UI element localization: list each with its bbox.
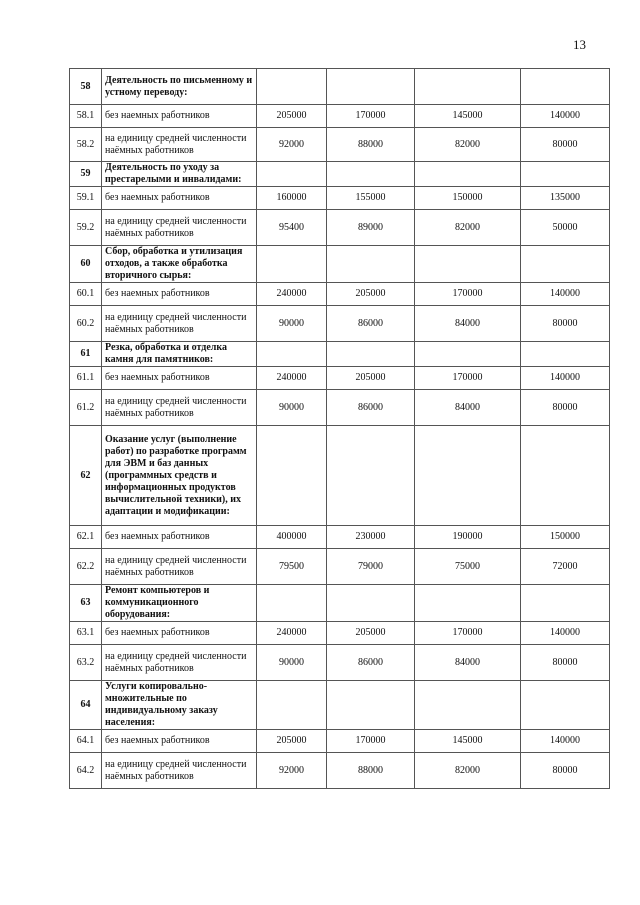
row-value-cell: 205000 <box>327 622 415 645</box>
row-description-cell: на единицу средней численности наёмных работников <box>102 306 257 342</box>
row-code-cell: 59 <box>70 162 102 187</box>
row-value-cell: 80000 <box>521 306 610 342</box>
row-value-cell: 84000 <box>415 390 521 426</box>
row-value-cell: 400000 <box>257 526 327 549</box>
row-code-cell: 61 <box>70 342 102 367</box>
row-value-cell: 150000 <box>415 187 521 210</box>
row-value-cell: 170000 <box>327 730 415 753</box>
table-row <box>70 128 610 162</box>
table-row <box>70 367 610 390</box>
row-value-cell: 90000 <box>257 306 327 342</box>
row-value-cell: 80000 <box>521 390 610 426</box>
row-value-cell: 205000 <box>257 105 327 128</box>
tax-rate-table <box>69 68 610 789</box>
row-description-cell: Услуги копировально-множительные по индивидуальному заказу населения: <box>102 681 257 730</box>
row-code-cell: 64 <box>70 681 102 730</box>
row-value-cell <box>521 246 610 283</box>
row-value-cell <box>257 246 327 283</box>
row-value-cell: 190000 <box>415 526 521 549</box>
table-body <box>70 69 610 789</box>
row-code-cell: 60.1 <box>70 283 102 306</box>
row-description-cell: Деятельность по уходу за престарелыми и инвалидами: <box>102 162 257 187</box>
row-value-cell <box>327 426 415 526</box>
row-code-cell: 64.2 <box>70 753 102 789</box>
row-value-cell <box>327 342 415 367</box>
row-value-cell: 140000 <box>521 105 610 128</box>
row-value-cell: 170000 <box>415 622 521 645</box>
row-value-cell <box>257 162 327 187</box>
section-row <box>70 426 610 526</box>
row-value-cell: 170000 <box>415 283 521 306</box>
row-value-cell: 135000 <box>521 187 610 210</box>
row-value-cell: 140000 <box>521 367 610 390</box>
row-value-cell: 92000 <box>257 128 327 162</box>
row-value-cell: 75000 <box>415 549 521 585</box>
row-description-cell: на единицу средней численности наёмных работников <box>102 128 257 162</box>
row-code-cell: 58 <box>70 69 102 105</box>
row-value-cell <box>521 681 610 730</box>
row-value-cell: 205000 <box>327 367 415 390</box>
row-value-cell: 170000 <box>415 367 521 390</box>
table-row <box>70 210 610 246</box>
row-description-cell: на единицу средней численности наёмных работников <box>102 753 257 789</box>
row-description-cell: без наемных работников <box>102 367 257 390</box>
table-row <box>70 526 610 549</box>
row-value-cell: 79500 <box>257 549 327 585</box>
row-description-cell: Деятельность по письменному и устному переводу: <box>102 69 257 105</box>
page-number: 13 <box>573 37 586 52</box>
row-value-cell <box>521 585 610 622</box>
row-description-cell: на единицу средней численности наёмных работников <box>102 390 257 426</box>
section-row <box>70 681 610 730</box>
row-value-cell: 80000 <box>521 128 610 162</box>
row-value-cell <box>521 69 610 105</box>
row-description-cell: без наемных работников <box>102 187 257 210</box>
row-value-cell: 50000 <box>521 210 610 246</box>
row-value-cell <box>521 162 610 187</box>
table-row <box>70 730 610 753</box>
row-value-cell: 140000 <box>521 622 610 645</box>
row-value-cell <box>327 246 415 283</box>
row-value-cell <box>257 681 327 730</box>
row-value-cell <box>415 426 521 526</box>
row-code-cell: 61.1 <box>70 367 102 390</box>
row-value-cell <box>327 69 415 105</box>
row-value-cell: 170000 <box>327 105 415 128</box>
row-value-cell <box>257 69 327 105</box>
row-description-cell: на единицу средней численности наёмных работников <box>102 645 257 681</box>
row-code-cell: 58.2 <box>70 128 102 162</box>
row-value-cell: 90000 <box>257 645 327 681</box>
row-value-cell: 145000 <box>415 730 521 753</box>
section-row <box>70 585 610 622</box>
row-code-cell: 59.1 <box>70 187 102 210</box>
row-value-cell: 140000 <box>521 283 610 306</box>
row-value-cell: 82000 <box>415 128 521 162</box>
row-value-cell: 82000 <box>415 210 521 246</box>
row-description-cell: без наемных работников <box>102 526 257 549</box>
row-value-cell: 88000 <box>327 753 415 789</box>
row-code-cell: 58.1 <box>70 105 102 128</box>
row-code-cell: 64.1 <box>70 730 102 753</box>
row-value-cell: 205000 <box>327 283 415 306</box>
row-value-cell <box>257 426 327 526</box>
row-value-cell <box>415 69 521 105</box>
row-value-cell: 88000 <box>327 128 415 162</box>
row-value-cell: 230000 <box>327 526 415 549</box>
row-code-cell: 63.2 <box>70 645 102 681</box>
row-value-cell: 86000 <box>327 645 415 681</box>
row-description-cell: Сбор, обработка и утилизация отходов, а также обработка вторичного сырья: <box>102 246 257 283</box>
row-code-cell: 63 <box>70 585 102 622</box>
row-description-cell: без наемных работников <box>102 283 257 306</box>
row-value-cell <box>415 681 521 730</box>
row-value-cell <box>521 426 610 526</box>
table-row <box>70 753 610 789</box>
section-row <box>70 342 610 367</box>
row-value-cell: 150000 <box>521 526 610 549</box>
row-description-cell: без наемных работников <box>102 730 257 753</box>
row-value-cell: 80000 <box>521 753 610 789</box>
row-value-cell <box>327 681 415 730</box>
table-row <box>70 187 610 210</box>
row-description-cell: на единицу средней численности наёмных работников <box>102 210 257 246</box>
row-description-cell: без наемных работников <box>102 105 257 128</box>
row-value-cell: 84000 <box>415 645 521 681</box>
row-code-cell: 59.2 <box>70 210 102 246</box>
row-value-cell: 160000 <box>257 187 327 210</box>
row-description-cell: Ремонт компьютеров и коммуникационного оборудования: <box>102 585 257 622</box>
table-row <box>70 283 610 306</box>
row-description-cell: без наемных работников <box>102 622 257 645</box>
row-description-cell: Оказание услуг (выполнение работ) по разработке программ для ЭВМ и баз данных (программных средств и информационных продуктов вычислительной техники), их адаптации и модификации: <box>102 426 257 526</box>
row-value-cell: 84000 <box>415 306 521 342</box>
row-code-cell: 60.2 <box>70 306 102 342</box>
table-row <box>70 105 610 128</box>
row-value-cell: 145000 <box>415 105 521 128</box>
row-value-cell <box>415 246 521 283</box>
row-value-cell: 92000 <box>257 753 327 789</box>
table-row <box>70 390 610 426</box>
section-row <box>70 69 610 105</box>
table-row <box>70 645 610 681</box>
row-value-cell: 240000 <box>257 622 327 645</box>
row-value-cell: 240000 <box>257 283 327 306</box>
row-value-cell <box>415 585 521 622</box>
row-value-cell: 80000 <box>521 645 610 681</box>
row-code-cell: 62.1 <box>70 526 102 549</box>
row-value-cell <box>415 162 521 187</box>
table-row <box>70 306 610 342</box>
table-row <box>70 622 610 645</box>
row-value-cell: 89000 <box>327 210 415 246</box>
row-code-cell: 62 <box>70 426 102 526</box>
row-value-cell: 86000 <box>327 306 415 342</box>
row-value-cell <box>521 342 610 367</box>
row-description-cell: Резка, обработка и отделка камня для памятников: <box>102 342 257 367</box>
row-code-cell: 60 <box>70 246 102 283</box>
row-value-cell: 140000 <box>521 730 610 753</box>
section-row <box>70 246 610 283</box>
row-value-cell: 155000 <box>327 187 415 210</box>
row-value-cell <box>257 585 327 622</box>
row-value-cell <box>327 585 415 622</box>
row-value-cell <box>257 342 327 367</box>
row-description-cell: на единицу средней численности наёмных работников <box>102 549 257 585</box>
row-value-cell: 82000 <box>415 753 521 789</box>
row-code-cell: 62.2 <box>70 549 102 585</box>
section-row <box>70 162 610 187</box>
row-code-cell: 61.2 <box>70 390 102 426</box>
row-value-cell: 205000 <box>257 730 327 753</box>
row-value-cell: 72000 <box>521 549 610 585</box>
row-code-cell: 63.1 <box>70 622 102 645</box>
row-value-cell: 86000 <box>327 390 415 426</box>
row-value-cell: 90000 <box>257 390 327 426</box>
row-value-cell <box>327 162 415 187</box>
row-value-cell: 79000 <box>327 549 415 585</box>
table-row <box>70 549 610 585</box>
row-value-cell <box>415 342 521 367</box>
row-value-cell: 95400 <box>257 210 327 246</box>
row-value-cell: 240000 <box>257 367 327 390</box>
